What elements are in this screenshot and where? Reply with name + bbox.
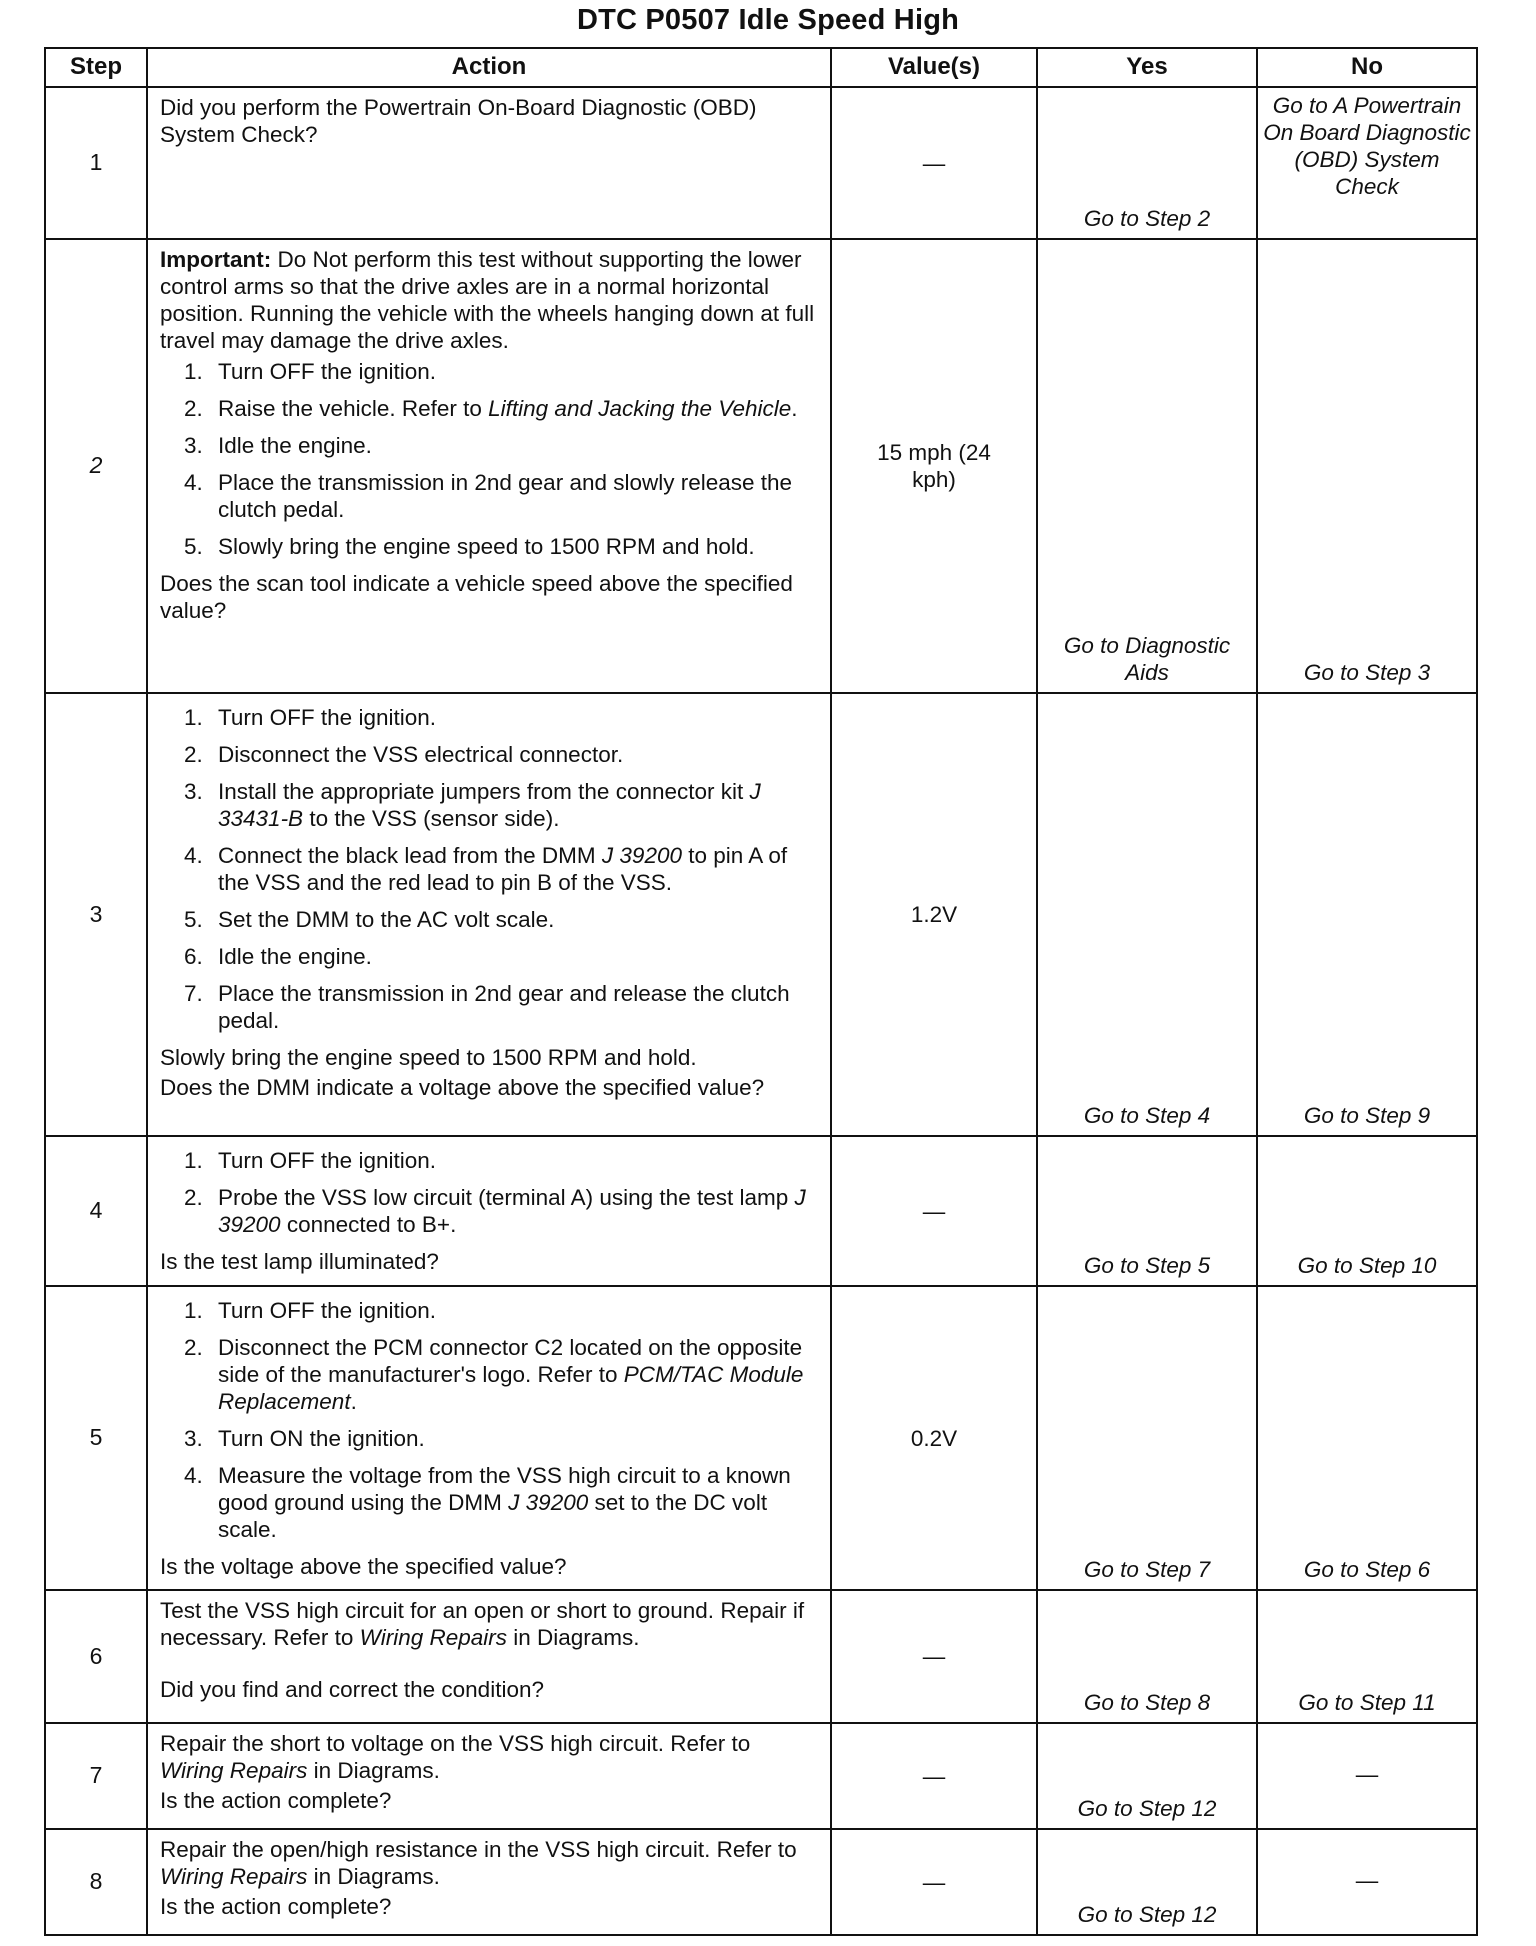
item-text: Set the DMM to the AC volt scale. — [218, 907, 555, 932]
no-link[interactable]: Go to Step 11 — [1257, 1590, 1477, 1723]
item-number: 1. — [184, 1148, 203, 1173]
step-number: 8 — [45, 1829, 147, 1935]
list-item — [160, 741, 820, 768]
item-text-tail: connected to B+. — [280, 1212, 457, 1237]
yes-link[interactable]: Go to Step 2 — [1037, 87, 1257, 239]
item-text: Place the transmission in 2nd gear and release the clutch pedal. — [218, 981, 790, 1033]
table-row — [45, 1136, 1477, 1286]
item-number: 4. — [184, 1463, 203, 1488]
action-cell — [147, 239, 831, 693]
item-number: 5. — [184, 907, 203, 932]
list-item — [160, 1462, 820, 1543]
instruction-tail: in Diagrams. — [507, 1625, 640, 1650]
question: Is the action complete? — [160, 1894, 392, 1919]
question: Does the DMM indicate a voltage above the specified value? — [160, 1075, 765, 1100]
value-cell: — — [831, 1136, 1037, 1286]
item-text: Turn OFF the ignition. — [218, 1298, 437, 1323]
table-row — [45, 87, 1477, 239]
tool-reference: J 39200 — [508, 1490, 589, 1515]
no-prefix: Go to — [1272, 93, 1334, 118]
list-item — [160, 778, 820, 832]
no-link[interactable]: Go to Step 3 — [1257, 239, 1477, 693]
no-cell — [1257, 87, 1477, 239]
item-number: 4. — [184, 843, 203, 868]
list-item — [160, 1334, 820, 1415]
value-cell: — — [831, 1723, 1037, 1829]
value-cell: — — [831, 87, 1037, 239]
question: Did you perform the Powertrain On-Board Diagnostic (OBD) System Check? — [160, 95, 757, 147]
item-number: 3. — [184, 1426, 203, 1451]
item-text: Install the appropriate jumpers from the connector kit — [218, 779, 750, 804]
list-item — [160, 842, 820, 896]
header-step: Step — [45, 48, 147, 87]
yes-link[interactable]: Go to Step 8 — [1037, 1590, 1257, 1723]
value-cell — [831, 239, 1037, 693]
procedure-list — [160, 1297, 820, 1543]
item-number: 1. — [184, 705, 203, 730]
instruction-text: Repair the open/high resistance in the VSS high circuit. Refer to — [160, 1837, 797, 1862]
value-cell: — — [831, 1590, 1037, 1723]
item-text-tail: . — [791, 396, 798, 421]
item-text: Turn ON the ignition. — [218, 1426, 425, 1451]
question: Did you find and correct the condition? — [160, 1677, 544, 1702]
value-cell: 1.2V — [831, 693, 1037, 1136]
item-number: 3. — [184, 779, 203, 804]
table-row — [45, 1829, 1477, 1935]
procedure-list — [160, 1147, 820, 1238]
header-action: Action — [147, 48, 831, 87]
no-link[interactable]: A Powertrain On Board Diagnostic (OBD) System Check — [1263, 93, 1471, 199]
instruction — [160, 1730, 820, 1784]
list-item — [160, 432, 820, 459]
item-text-tail: to the VSS (sensor side). — [303, 806, 560, 831]
instruction-tail: in Diagrams. — [307, 1758, 440, 1783]
reference-link[interactable]: Wiring Repairs — [160, 1864, 308, 1889]
no-cell: — — [1257, 1723, 1477, 1829]
yes-link[interactable]: Go to Step 12 — [1037, 1723, 1257, 1829]
item-number: 2. — [184, 1185, 203, 1210]
item-number: 1. — [184, 359, 203, 384]
item-text-tail: set to the DC volt scale. — [218, 1490, 768, 1542]
header-values: Value(s) — [831, 48, 1037, 87]
list-item — [160, 533, 820, 560]
list-item — [160, 980, 820, 1034]
table-row — [45, 1590, 1477, 1723]
item-number: 2. — [184, 1335, 203, 1360]
instruction-tail: in Diagrams. — [307, 1864, 440, 1889]
item-text: Measure the voltage from the VSS high circuit to a known good ground using the DMM — [218, 1463, 791, 1515]
reference-link[interactable]: Wiring Repairs — [160, 1758, 308, 1783]
question: Is the voltage above the specified value? — [160, 1554, 567, 1579]
item-number: 7. — [184, 981, 203, 1006]
item-text: Turn OFF the ignition. — [218, 359, 437, 384]
action-cell — [147, 1829, 831, 1935]
item-text: Disconnect the PCM connector C2 located on the opposite side of the manufacturer's logo. Refer to — [218, 1335, 803, 1387]
no-cell: — — [1257, 1829, 1477, 1935]
action-cell — [147, 1136, 831, 1286]
page-title: DTC P0507 Idle Speed High — [576, 4, 960, 36]
item-text: Connect the black lead from the DMM — [218, 843, 602, 868]
header-no: No — [1257, 48, 1477, 87]
reference-link[interactable]: Lifting and Jacking the Vehicle — [488, 396, 792, 421]
instruction — [160, 1836, 820, 1890]
instruction-text: Repair the short to voltage on the VSS high circuit. Refer to — [160, 1731, 751, 1756]
step-number: 4 — [45, 1136, 147, 1286]
no-link[interactable]: Go to Step 6 — [1257, 1286, 1477, 1590]
item-text: Turn OFF the ignition. — [218, 1148, 437, 1173]
item-number: 6. — [184, 944, 203, 969]
item-text: Raise the vehicle. Refer to — [218, 396, 489, 421]
tool-reference: J 33431-B — [218, 779, 761, 831]
item-number: 2. — [184, 742, 203, 767]
no-link[interactable]: Go to Step 9 — [1257, 693, 1477, 1136]
table-row — [45, 693, 1477, 1136]
table-row — [45, 239, 1477, 693]
diagnostic-table — [44, 47, 1478, 1936]
list-item — [160, 906, 820, 933]
question: Is the action complete? — [160, 1788, 392, 1813]
instruction-text: Test the VSS high circuit for an open or short to ground. Repair if necessary. Refer to — [160, 1598, 805, 1650]
action-cell — [147, 1723, 831, 1829]
value-cell: 0.2V — [831, 1286, 1037, 1590]
table-header-row — [45, 48, 1477, 87]
list-item — [160, 1425, 820, 1452]
list-item — [160, 469, 820, 523]
step-number: 1 — [45, 87, 147, 239]
item-text: Disconnect the VSS electrical connector. — [218, 742, 624, 767]
item-number: 1. — [184, 1298, 203, 1323]
list-item — [160, 358, 820, 385]
value-cell: — — [831, 1829, 1037, 1935]
tool-reference: J 39200 — [218, 1185, 806, 1237]
item-text-tail: to pin A of the VSS and the red lead to pin B of the VSS. — [218, 843, 788, 895]
important-note — [160, 246, 820, 354]
item-number: 5. — [184, 534, 203, 559]
important-text: Do Not perform this test without supporting the lower control arms so that the drive axles are in a normal horizontal position. Running the vehicle with the wheels hanging down at full travel may damage the drive axles. — [160, 247, 815, 353]
procedure-list — [160, 704, 820, 1034]
step-number: 2 — [45, 239, 147, 693]
header-yes: Yes — [1037, 48, 1257, 87]
list-item — [160, 1147, 820, 1174]
instruction — [160, 1597, 820, 1651]
action-cell — [147, 1286, 831, 1590]
value-text: 15 mph (24 kph) — [877, 440, 991, 492]
action-cell — [147, 87, 831, 239]
yes-link[interactable]: Go to Diagnostic Aids — [1037, 239, 1257, 693]
no-link[interactable]: Go to Step 10 — [1257, 1136, 1477, 1286]
list-item — [160, 1297, 820, 1324]
step-number: 6 — [45, 1590, 147, 1723]
yes-link[interactable]: Go to Step 4 — [1037, 693, 1257, 1136]
item-number: 3. — [184, 433, 203, 458]
list-item — [160, 943, 820, 970]
item-number: 4. — [184, 470, 203, 495]
reference-link[interactable]: Wiring Repairs — [359, 1625, 508, 1650]
yes-link[interactable]: Go to Step 7 — [1037, 1286, 1257, 1590]
item-text: Place the transmission in 2nd gear and slowly release the clutch pedal. — [218, 470, 793, 522]
tool-reference: J 39200 — [601, 843, 682, 868]
reference-link[interactable]: PCM/TAC Module Replacement — [218, 1362, 804, 1414]
item-text: Turn OFF the ignition. — [218, 705, 437, 730]
yes-link[interactable]: Go to Step 5 — [1037, 1136, 1257, 1286]
item-text: Slowly bring the engine speed to 1500 RPM and hold. — [218, 534, 755, 559]
table-row — [45, 1723, 1477, 1829]
step-number: 7 — [45, 1723, 147, 1829]
list-item — [160, 704, 820, 731]
action-cell — [147, 1590, 831, 1723]
question: Is the test lamp illuminated? — [160, 1249, 439, 1274]
item-text-tail: . — [350, 1389, 357, 1414]
action-cell — [147, 693, 831, 1136]
yes-link[interactable]: Go to Step 12 — [1037, 1829, 1257, 1935]
item-text: Probe the VSS low circuit (terminal A) using the test lamp — [218, 1185, 795, 1210]
step-number: 3 — [45, 693, 147, 1136]
important-label: Important: — [160, 247, 272, 272]
list-item — [160, 1184, 820, 1238]
question: Does the scan tool indicate a vehicle speed above the specified value? — [160, 571, 793, 623]
table-row — [45, 1286, 1477, 1590]
item-number: 2. — [184, 396, 203, 421]
procedure-list — [160, 358, 820, 560]
note: Slowly bring the engine speed to 1500 RPM and hold. — [160, 1045, 697, 1070]
list-item — [160, 395, 820, 422]
step-number: 5 — [45, 1286, 147, 1590]
item-text: Idle the engine. — [218, 944, 372, 969]
item-text: Idle the engine. — [218, 433, 372, 458]
